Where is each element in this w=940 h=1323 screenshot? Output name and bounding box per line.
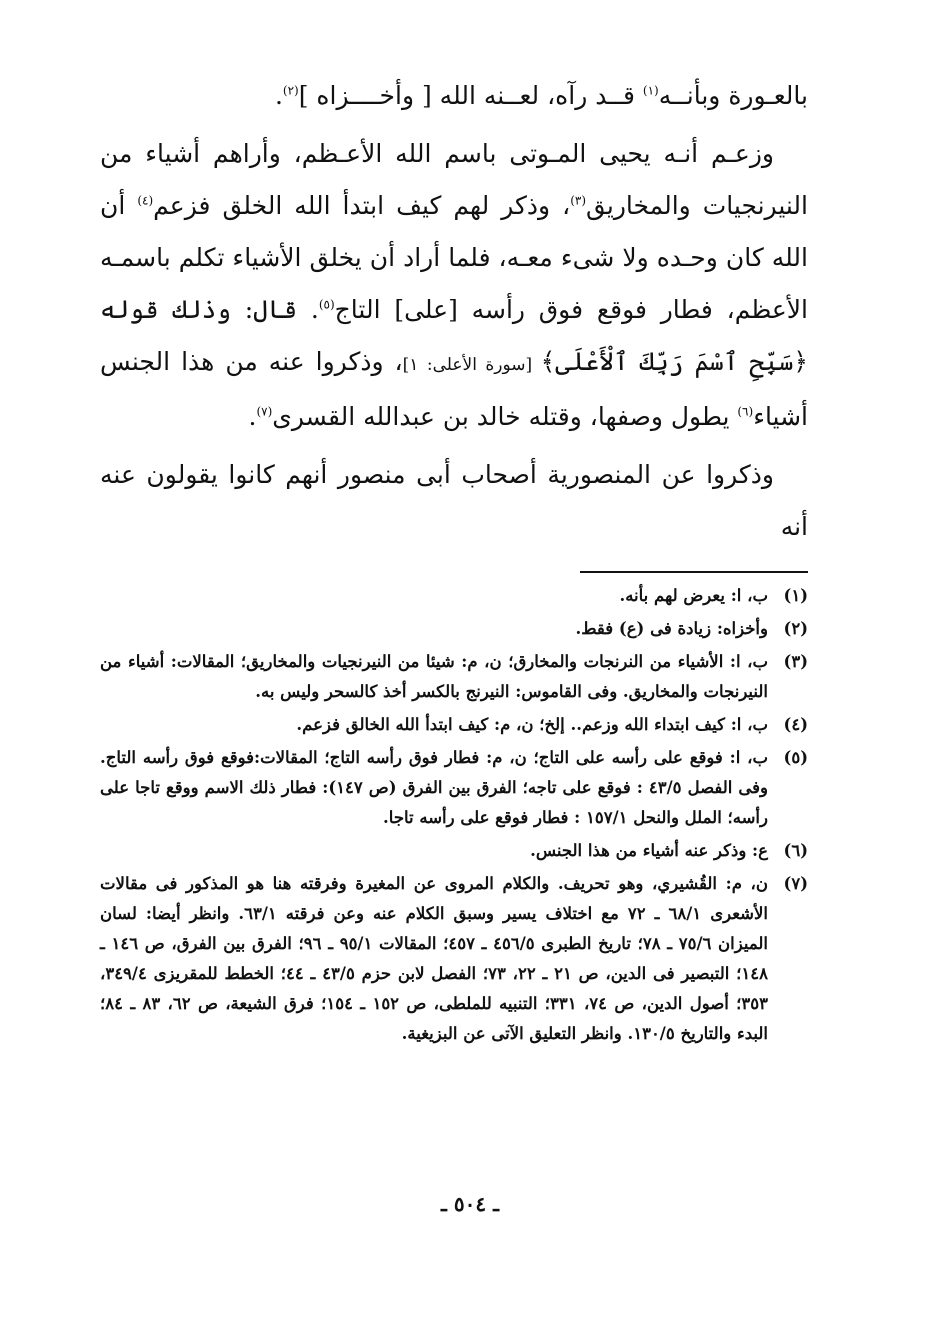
footnote-marker[interactable]: (٧) (256, 404, 273, 419)
text-run: أن الله كان وحـده ولا شىء معـه، فلما أراد أن يخلق الأشياء تكلم باسمـه الأعظم، فطار فوقع فوق رأسه [على] التاج (100, 191, 808, 324)
footnote-marker[interactable]: (١) (642, 83, 659, 98)
footnote-marker[interactable]: (٣) (570, 193, 587, 208)
footnote-number: (١) (783, 586, 808, 605)
text-run: قــد رآه، لعــنه الله [ وأخــــزاه ] (298, 81, 643, 110)
footnote (100, 836, 808, 866)
text-run: . قال: وذلك قوله (100, 295, 319, 324)
footnote-text: وأخزاه: زيادة فى (ع) فقط. (575, 619, 768, 638)
quran-verse: ﴿سَبِّحِ ٱسْمَ رَبِّكَ ٱلْأَعْلَى﴾ (540, 347, 808, 376)
verse-reference: [سورة الأعلى: ١] (402, 355, 541, 375)
footnote-number: (٧) (783, 874, 808, 893)
footnote-marker[interactable]: (٢) (282, 83, 299, 98)
footnote-divider (580, 571, 808, 573)
footnote-number: (٥) (783, 748, 808, 767)
text-run: بالعـورة وبأنــه (658, 81, 808, 110)
footnote-text: ع: وذكر عنه أشياء من هذا الجنس. (530, 841, 768, 860)
text-run: . (274, 81, 283, 110)
text-run: وزعـم أنـه يحيى المـوتى باسم الله الأعـظم، وأراهم أشياء من النيرنجيات والمخاريق (100, 139, 808, 220)
footnote (100, 869, 808, 1049)
footnote-marker[interactable]: (٤) (137, 193, 154, 208)
footnote (100, 614, 808, 644)
paragraph-3: وذكروا عن المنصورية أصحاب أبى منصور أنهم كانوا يقولون عنه أنه (100, 460, 808, 541)
footnote-number: (٣) (783, 652, 808, 671)
footnote-text: ب، ا: يعرض لهم بأنه. (619, 586, 768, 605)
text-run: يطول وصفها، وقتله خالد بن عبدالله القسرى (272, 402, 738, 431)
footnote-marker[interactable]: (٦) (737, 404, 754, 419)
footnote-marker[interactable]: (٥) (318, 297, 335, 312)
text-run: . (248, 402, 257, 431)
footnote (100, 710, 808, 740)
page-number: ـ ٥٠٤ ـ (441, 1192, 499, 1216)
footnote-text: ب، ا: فوقع على رأسه على التاج؛ ن، م: فطار فوق رأسه التاج؛ المقالات:فوقع فوق رأسه التاج. وفى الفصل ٤٣/٥ : فوقع على تاجه؛ الفرق بين الفرق (ص ١٤٧): فطار ذلك الاسم ووقع تاجا على رأسه؛ الملل والنحل ١٥٧/١ : فطار فوقع على رأسه تاجا. (100, 748, 768, 827)
paragraph-1 (100, 70, 808, 122)
footnote (100, 581, 808, 611)
footnotes (100, 581, 808, 1049)
footnote (100, 647, 808, 707)
footnote-number: (٢) (783, 619, 808, 638)
main-text (100, 70, 808, 553)
footnote-text: ب، ا: الأشياء من النرنجات والمخارق؛ ن، م: شيئا من النيرنجيات والمخاريق؛ المقالات: أشياء من النيرنجات والمخاريق. وفى القاموس: النيرنج بالكسر أخذ كالسحر وليس به. (100, 652, 768, 701)
page-content (100, 70, 808, 1052)
footnote (100, 743, 808, 833)
paragraph-2 (100, 128, 808, 443)
footnote-text: ن، م: القُشيري، وهو تحريف. والكلام المروى عن المغيرة وفرقته هنا هو المذكور فى مقالات الأشعرى ٦٨/١ ـ ٧٢ مع اختلاف يسير وسبق الكلام عنه وعن فرقته ٦٣/١. وانظر أيضا: لسان الميزان ٧٥/٦ ـ ٧٨؛ تاريخ الطبرى ٤٥٦/٥ ـ ٤٥٧؛ المقالات ٩٥/١ ـ ٩٦؛ الفرق بين الفرق، ص ١٤٦ ـ ١٤٨؛ التبصير فى الدين، ص ٢١ ـ ٢٢، ٧٣؛ الفصل لابن حزم ٤٣/٥ ـ ٤٤؛ الخطط للمقريزى ٣٤٩/٤، ٣٥٣؛ أصول الدين، ص ٧٤، ٣٣١؛ التنبيه للملطى، ص ١٥٢ ـ ١٥٤؛ فرق الشيعة، ص ٦٢، ٨٣ ـ ٨٤؛ البدء والتاريخ ١٣٠/٥. وانظر التعليق الآتى عن البزيغية. (100, 874, 768, 1043)
text-run: ، وذكر لهم كيف ابتدأ الله الخلق فزعم (153, 191, 571, 220)
text-run: ، وذكروا عنه من هذا الجنس أشياء (100, 347, 808, 431)
footnote-number: (٤) (783, 715, 808, 734)
footnote-number: (٦) (783, 841, 808, 860)
footnote-text: ب، ا: كيف ابتداء الله وزعم.. إلخ؛ ن، م: كيف ابتدأ الله الخالق فزعم. (296, 715, 768, 734)
